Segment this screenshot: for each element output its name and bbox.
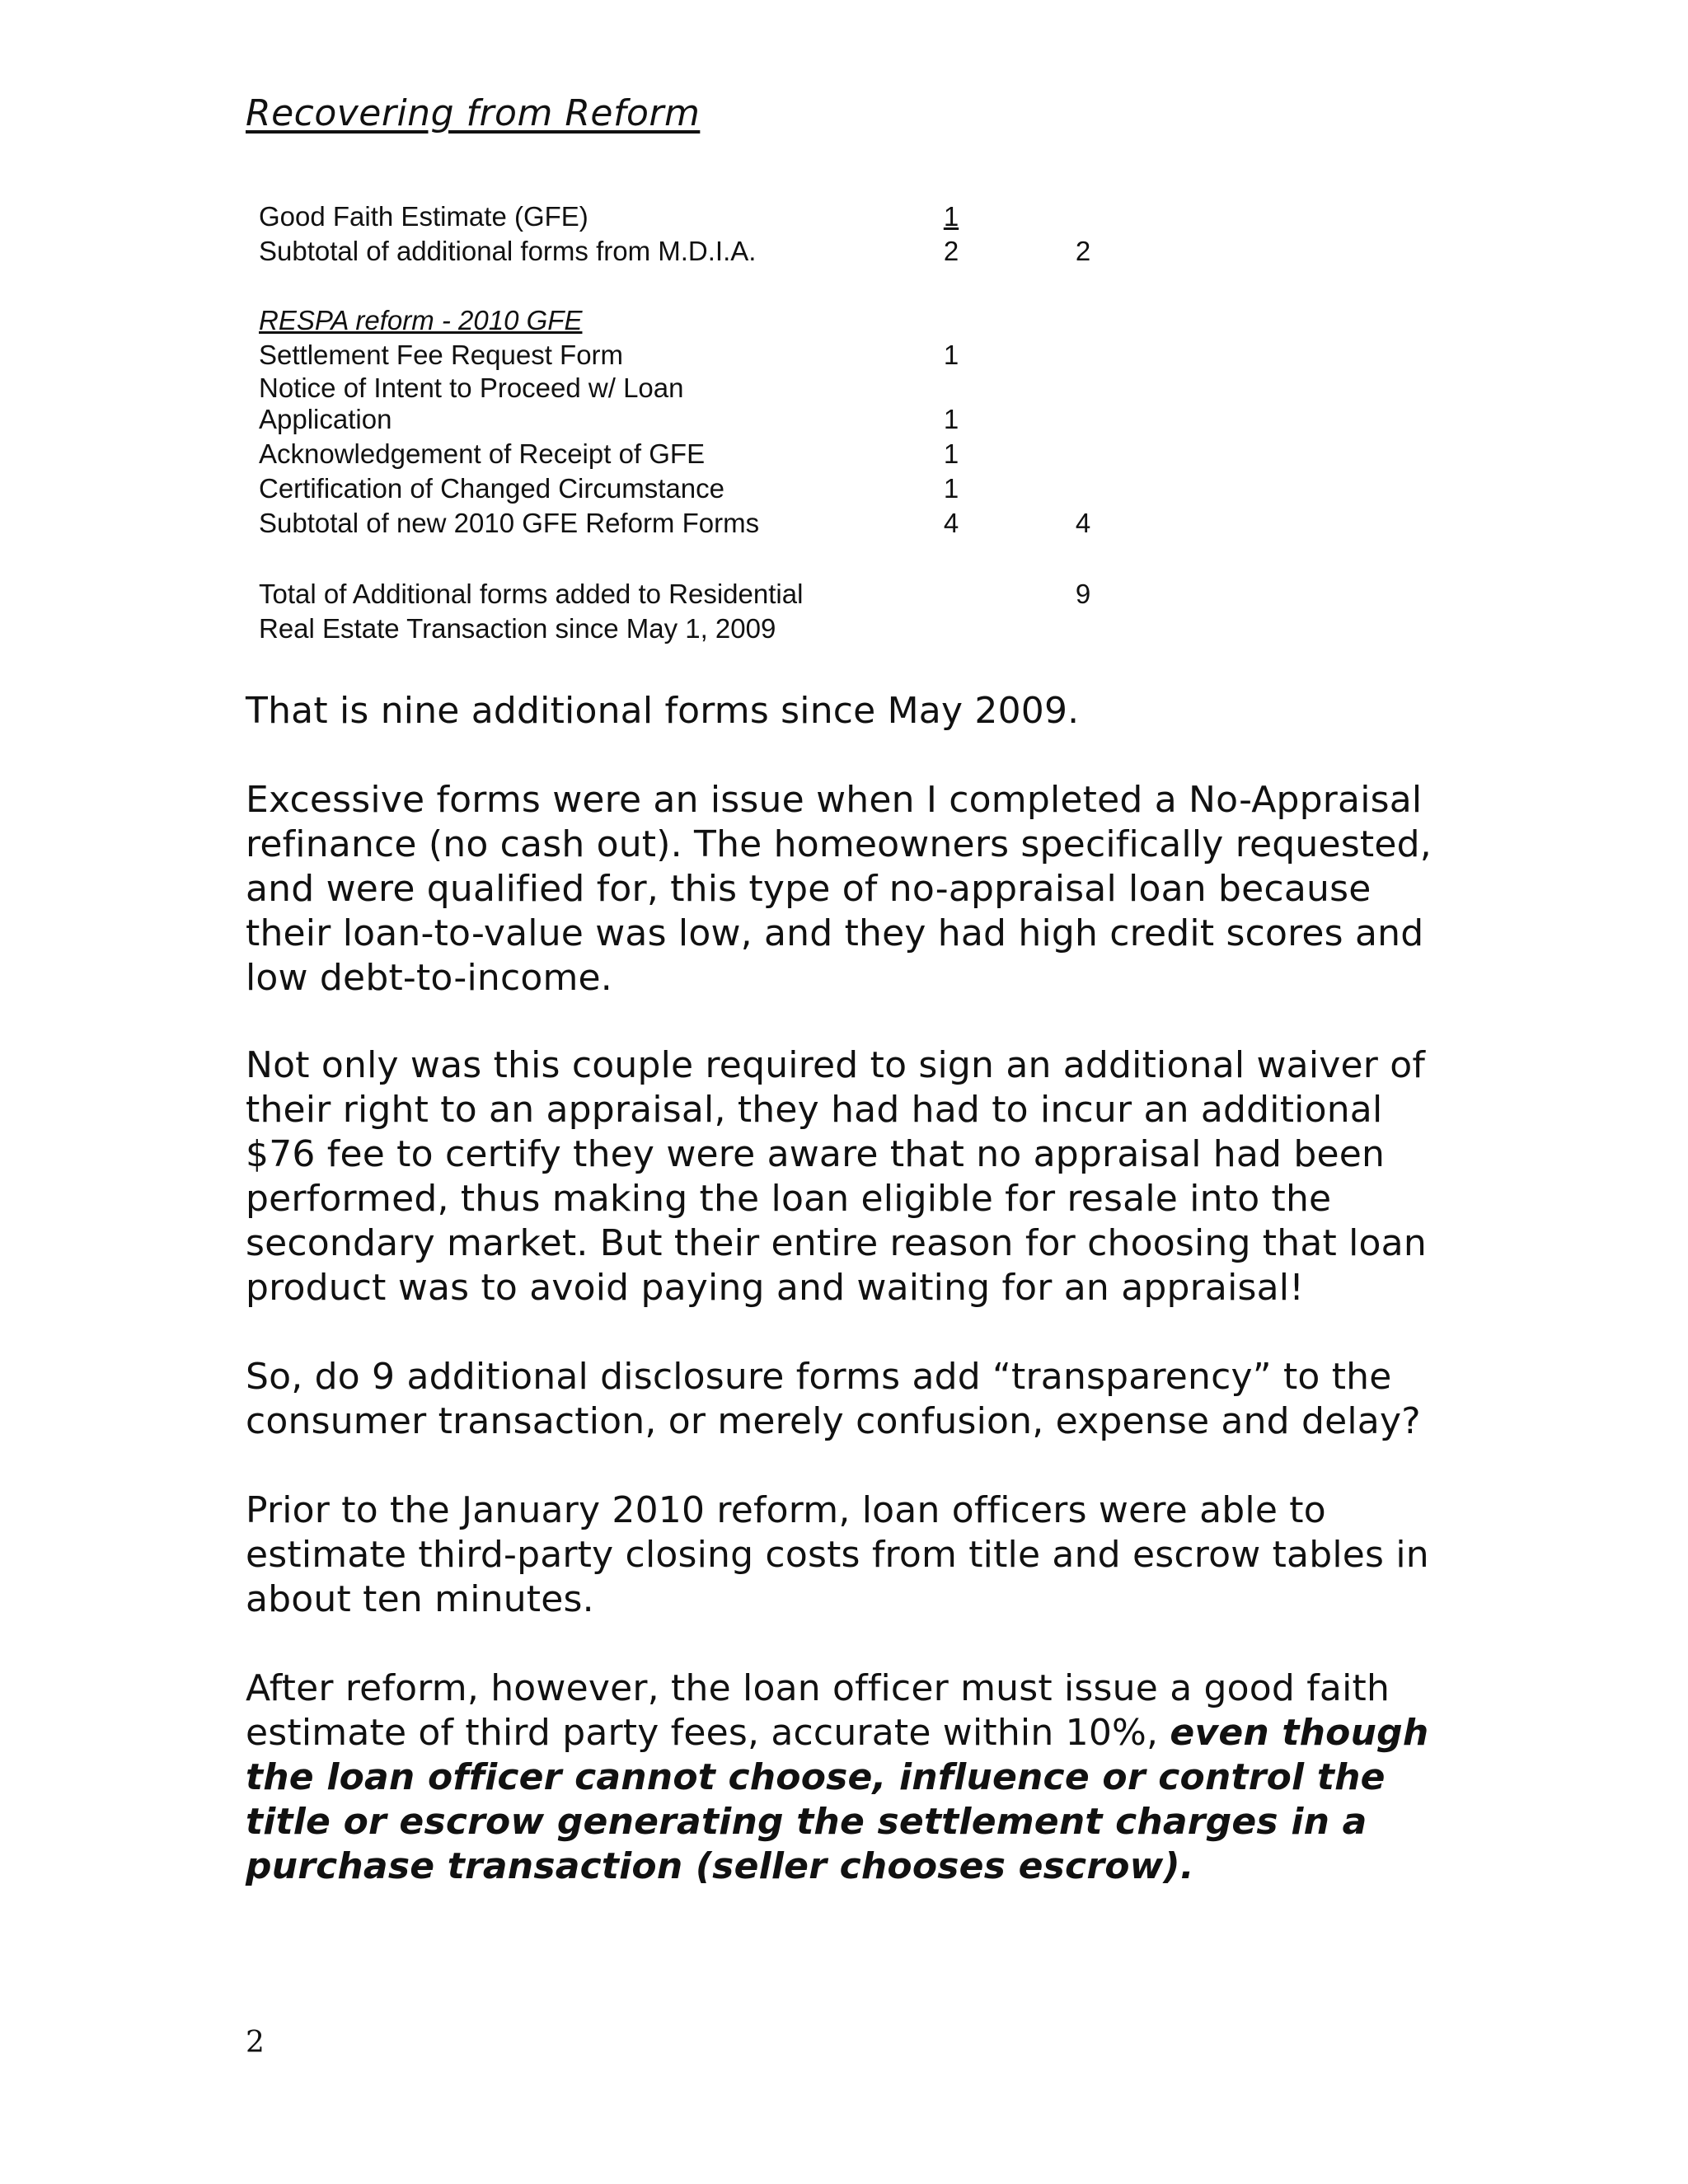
row-label: Subtotal of additional forms from M.D.I.A. [259,236,757,266]
page-number: 2 [246,2026,265,2060]
row-count: 4 [943,508,959,538]
row-count: 1 [943,201,959,232]
row-label: Subtotal of new 2010 GFE Reform Forms [259,508,760,538]
row-count: 1 [943,340,959,370]
row-count: 2 [943,236,959,266]
row-label: Application [259,404,392,434]
row-count: 1 [943,473,959,504]
paragraph: Excessive forms were an issue when I completed a No-Appraisal refinance (no cash out). The homeowners specifically requested, and were qualified for, this type of no-appraisal loan because their loan-to-value was low, and they had high credit scores and low debt-to-income. [246,779,1432,999]
row-count: 1 [943,404,959,434]
total-label-line2: Real Estate Transaction since May 1, 2009 [259,613,776,644]
section-heading: RESPA reform - 2010 GFE [259,305,583,335]
paragraph: Not only was this couple required to sign an additional waiver of their right to an appraisal, they had had to incur an additional $76 fee to certify they were aware that no appraisal had been performed, thus making the loan eligible for resale into the secondary market. But their entire reason for choosing that loan product was to avoid paying and waiting for an appraisal! [246,1044,1427,1309]
emphasized-text: even though the loan officer cannot choose, influence or control the title or escrow generating the settlement charges in a purchase transaction (seller chooses escrow). [246,1712,1429,1887]
total-label-line1: Total of Additional forms added to Residential [259,579,804,609]
paragraph [246,1666,1449,1889]
paragraph: Prior to the January 2010 reform, loan officers were able to estimate third-party closing costs from title and escrow tables in about ten minutes. [246,1489,1429,1620]
row-label: Good Faith Estimate (GFE) [259,201,588,232]
page-title: Recovering from Reform [246,92,701,134]
row-label: Notice of Intent to Proceed w/ Loan [259,373,684,403]
row-label: Settlement Fee Request Form [259,340,624,370]
paragraph: So, do 9 additional disclosure forms add “transparency” to the consumer transaction, or merely confusion, expense and delay? [246,1356,1421,1442]
row-subtotal: 4 [1075,508,1091,538]
row-label: Acknowledgement of Receipt of GFE [259,438,706,469]
row-subtotal: 2 [1075,236,1091,266]
paragraph-text: After reform, however, the loan officer must issue a good faith estimate of third party fees, accurate within 10%, [246,1667,1390,1754]
row-count: 1 [943,438,959,469]
paragraph: That is nine additional forms since May 2009. [246,690,1080,732]
total-value: 9 [1075,579,1091,609]
row-label: Certification of Changed Circumstance [259,473,724,504]
